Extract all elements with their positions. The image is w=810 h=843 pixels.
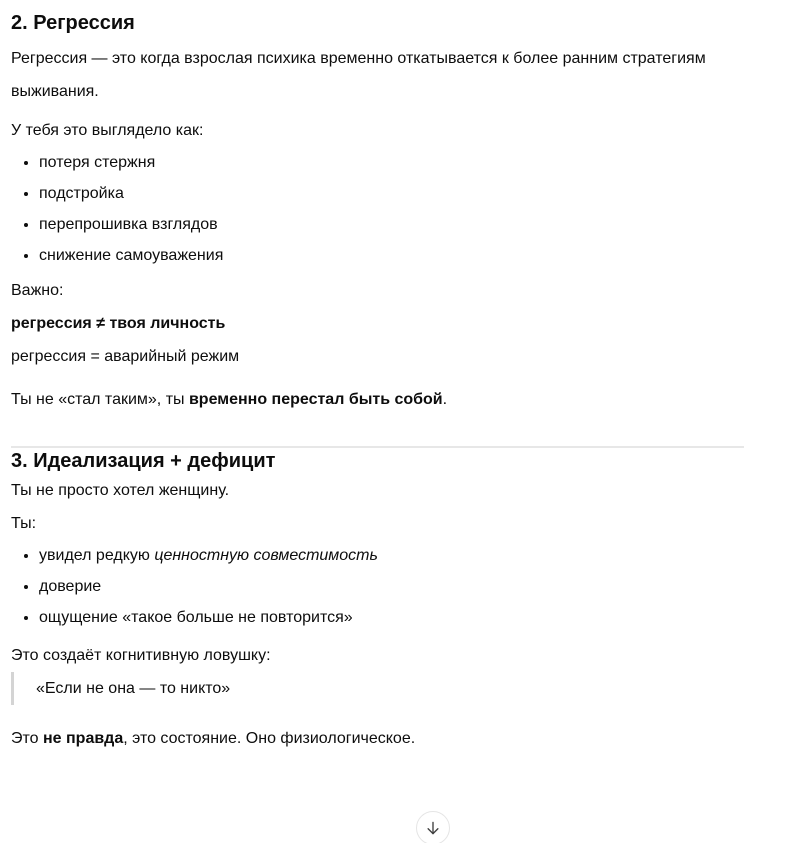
closing-bold: временно перестал быть собой xyxy=(188,391,443,408)
regression-important-block xyxy=(11,274,744,373)
list-item: • подстройка xyxy=(39,178,744,209)
important-label: Важно: xyxy=(11,282,64,299)
list-item: • доверие xyxy=(39,571,744,602)
important-bold-line: регрессия ≠ твоя личность xyxy=(11,315,226,332)
important-plain-line: регрессия = аварийный режим xyxy=(11,348,240,365)
regression-intro-paragraph: Регрессия — это когда взрослая психика временно откатывается к более ранним стратегиям выживания. xyxy=(11,50,706,100)
idealization-line1: Ты не просто хотел женщину. xyxy=(11,482,230,499)
regression-closing-paragraph xyxy=(11,383,744,416)
regression-bullet-list xyxy=(11,147,744,271)
closing-suffix: . xyxy=(442,391,448,408)
blockquote: «Если не она — то никто» xyxy=(11,672,744,705)
idealization-line2: Ты: xyxy=(11,515,37,532)
bullet1-italic: ценностную совместимость xyxy=(154,547,378,564)
closing-prefix: Ты не «стал таким», ты xyxy=(11,391,189,408)
section-heading-regression: 2. Регрессия xyxy=(11,12,135,34)
closing-prefix: Это xyxy=(11,730,43,747)
list-item: • потеря стержня xyxy=(39,147,744,178)
list-item: • снижение самоуважения xyxy=(39,240,744,271)
list-item xyxy=(39,540,744,571)
regression-lead-paragraph: У тебя это выглядело как: xyxy=(11,122,204,139)
closing-bold: не правда xyxy=(43,730,124,747)
closing-suffix: , это состояние. Оно физиологическое. xyxy=(123,730,416,747)
arrow-down-icon xyxy=(424,819,442,837)
idealization-closing-paragraph xyxy=(11,722,744,755)
list-item: • перепрошивка взглядов xyxy=(39,209,744,240)
list-item: • ощущение «такое больше не повторится» xyxy=(39,602,744,633)
section-heading-idealization: 3. Идеализация + дефицит xyxy=(11,450,276,472)
bullet1-prefix: увидел редкую xyxy=(39,547,155,564)
scroll-to-bottom-button[interactable] xyxy=(416,811,450,843)
idealization-lead-paragraph xyxy=(11,474,744,540)
idealization-bullet-list xyxy=(11,540,744,633)
trap-lead-paragraph: Это создаёт когнитивную ловушку: xyxy=(11,647,271,664)
